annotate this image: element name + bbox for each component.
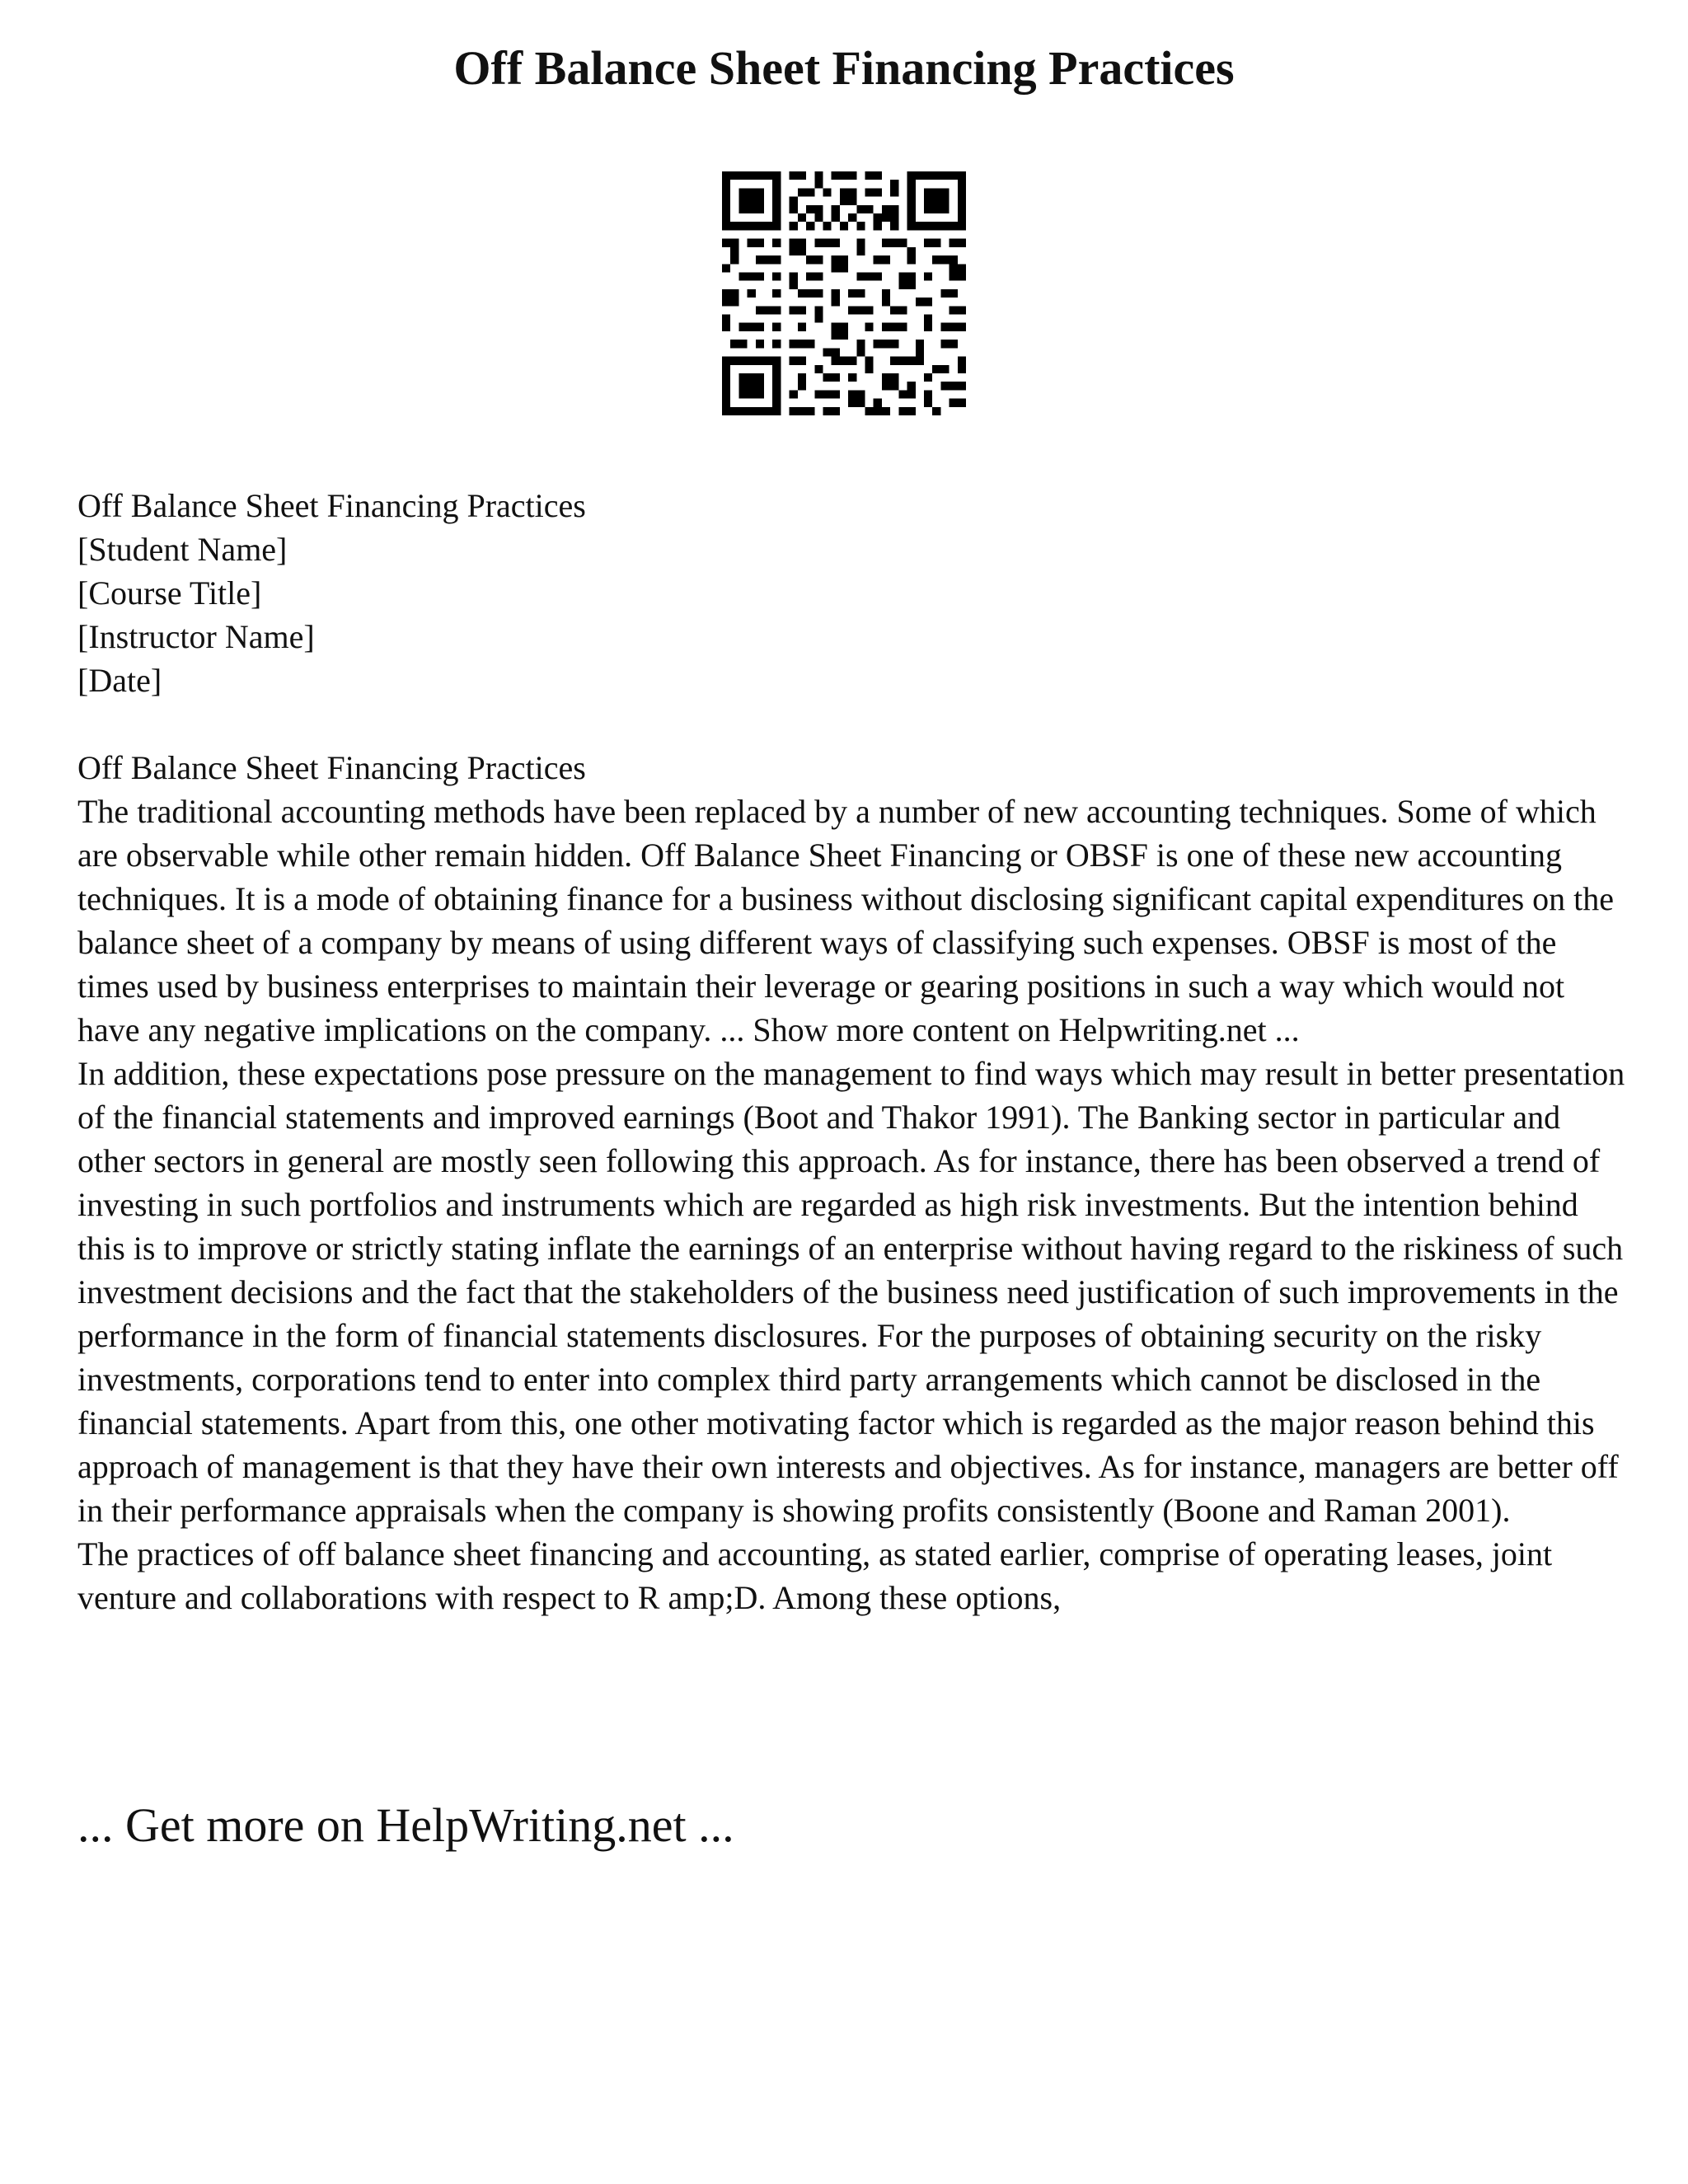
section-gap — [77, 702, 1627, 746]
cover-instructor-name: [Instructor Name] — [77, 618, 315, 655]
document-content — [77, 484, 1627, 1619]
get-more-link[interactable]: ... Get more on HelpWriting.net ... — [77, 1798, 734, 1852]
body-paragraph-3: The practices of off balance sheet financing and accounting, as stated earlier, comprise of operating leases, joint venture and collaborations with respect to R amp;D. Among these options, — [77, 1535, 1553, 1616]
cover-student-name: [Student Name] — [77, 531, 288, 568]
cover-date: [Date] — [77, 662, 162, 699]
document-title: Off Balance Sheet Financing Practices — [453, 41, 1235, 95]
cover-title: Off Balance Sheet Financing Practices — [77, 487, 586, 524]
body-paragraph-1: The traditional accounting methods have been replaced by a number of new accounting techniques. Some of which are observable while other remain hidden. Off Balance Sheet Financing or OBSF is one of these new accounting techniques. It is a mode of obtaining finance for a business without disclosing significant capital expenditures on the balance sheet of a company by means of using different ways of classifying such expenses. OBSF is most of the times used by business enterprises to maintain their leverage or gearing positions in such a way which would not have any negative implications on the company. ... Show more content on Helpwriting.net ... — [77, 793, 1615, 1048]
body-paragraph-2: In addition, these expectations pose pressure on the management to find ways which may result in better presentation of the financial statements and improved earnings (Boot and Thakor 1991). The Banking sector in particular and other sectors in general are mostly seen following this approach. As for instance, there has been observed a trend of investing in such portfolios and instruments which are regarded as high risk investments. But the intention behind this is to improve or strictly stating inflate the earnings of an enterprise without having regard to the riskiness of such investment decisions and the fact that the stakeholders of the business need justification of such improvements in the performance in the form of financial statements disclosures. For the purposes of obtaining security on the risky investments, corporations tend to enter into complex third party arrangements which cannot be disclosed in the financial statements. Apart from this, one other motivating factor which is regarded as the major reason behind this approach of management is that they have their own interests and objectives. As for instance, managers are better off in their performance appraisals when the company is showing profits consistently (Boone and Raman 2001). — [77, 1055, 1625, 1529]
cover-course-title: [Course Title] — [77, 574, 262, 612]
body-heading: Off Balance Sheet Financing Practices — [77, 749, 586, 786]
qr-code — [722, 171, 966, 415]
